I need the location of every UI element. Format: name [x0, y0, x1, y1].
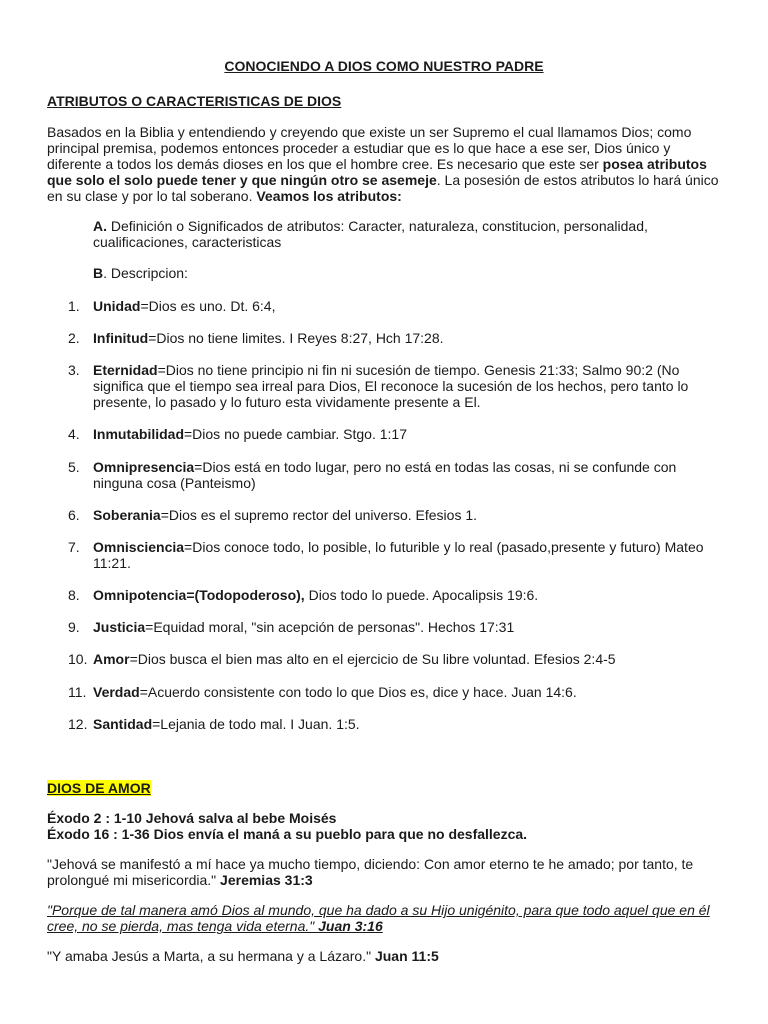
attribute-term: Infinitud	[93, 330, 149, 346]
subsection-a-text: Definición o Significados de atributos: Caracter, naturaleza, constitucion, personalidad, cualificaciones, caracteristicas	[93, 218, 648, 250]
attribute-item	[93, 459, 723, 491]
attribute-term: Justicia	[93, 619, 146, 635]
subsection-b-label: B	[93, 265, 104, 281]
attribute-number: 12.	[68, 716, 88, 732]
attribute-description: =Dios no tiene principio ni fin ni sucesión de tiempo. Genesis 21:33; Salmo 90:2 (No significa que el tiempo sea irreal para Dios, El reconoce la sucesión de los hechos, pero tanto lo presente, lo pasado y lo futuro esta vividamente presente a El.	[93, 362, 689, 410]
attribute-description: =Dios busca el bien mas alto en el ejercicio de Su libre voluntad. Efesios 2:4-5	[129, 651, 616, 667]
attribute-term: Omnipresencia	[93, 459, 195, 475]
attribute-description: =Equidad moral, "sin acepción de personas". Hechos 17:31	[145, 619, 515, 635]
attribute-number: 4.	[68, 426, 80, 442]
attribute-description: =Lejania de todo mal. I Juan. 1:5.	[152, 716, 360, 732]
quote-3-ref: Juan 11:5	[374, 948, 439, 964]
attribute-term: Amor	[93, 651, 130, 667]
attribute-term: Santidad	[93, 716, 153, 732]
section-heading-atributos: ATRIBUTOS O CARACTERISTICAS DE DIOS	[47, 93, 342, 109]
attribute-number: 3.	[68, 362, 80, 378]
attribute-item	[93, 330, 723, 346]
quote-juan-11-5	[47, 948, 727, 964]
attribute-item	[93, 587, 723, 603]
subsection-b-text: . Descripcion:	[103, 265, 188, 281]
quote-2-ref: Juan 3:16	[318, 918, 383, 934]
attribute-description: =Dios no tiene limites. I Reyes 8:27, Hch 17:28.	[148, 330, 444, 346]
attribute-item	[93, 684, 723, 700]
attribute-number: 1.	[68, 298, 80, 314]
attribute-item	[93, 651, 723, 667]
quote-1-text: "Jehová se manifestó a mí hace ya mucho tiempo, diciendo: Con amor eterno te he amado; por tanto, te prolongué mi misericordia."	[47, 856, 694, 888]
intro-bold-2: Veamos los atributos:	[256, 188, 402, 204]
document-title: CONOCIENDO A DIOS COMO NUESTRO PADRE	[224, 58, 544, 74]
attribute-term: Omnipotencia=(Todopoderoso),	[93, 587, 305, 603]
attribute-description: =Dios es el supremo rector del universo. Efesios 1.	[160, 507, 478, 523]
quote-3-text: "Y amaba Jesús a Marta, a su hermana y a Lázaro."	[47, 948, 375, 964]
exodo-2-text: Éxodo 16 : 1-36 Dios envía el maná a su pueblo para que no desfallezca.	[47, 826, 528, 842]
attribute-item	[93, 539, 723, 571]
subsection-b	[93, 265, 723, 281]
attribute-description: Dios todo lo puede. Apocalipsis 19:6.	[304, 587, 539, 603]
attribute-item	[93, 507, 723, 523]
attribute-number: 11.	[68, 684, 87, 700]
quote-jeremias	[47, 856, 727, 888]
attribute-number: 6.	[68, 507, 80, 523]
attribute-term: Unidad	[93, 298, 141, 314]
subsection-a	[93, 218, 723, 250]
dios-de-amor-heading: DIOS DE AMOR	[47, 780, 151, 796]
attribute-description: =Dios es uno. Dt. 6:4,	[140, 298, 276, 314]
intro-bold-1: posea atributos que solo el solo puede tener y que ningún otro se asemeje	[47, 156, 707, 188]
subsection-a-label: A.	[93, 218, 107, 234]
attribute-description: =Acuerdo consistente con todo lo que Dios es, dice y hace. Juan 14:6.	[139, 684, 577, 700]
attribute-item	[93, 362, 723, 410]
attribute-item	[93, 298, 723, 314]
attribute-item	[93, 426, 723, 442]
quote-1-ref: Jeremias 31:3	[220, 872, 313, 888]
attribute-number: 10.	[68, 651, 88, 667]
attribute-number: 5.	[68, 459, 80, 475]
attribute-term: Omnisciencia	[93, 539, 185, 555]
exodo-reference-2	[47, 826, 727, 842]
quote-juan-3-16	[47, 902, 727, 934]
attribute-item	[93, 716, 723, 732]
exodo-reference-1	[47, 810, 727, 826]
attribute-description: =Dios conoce todo, lo posible, lo futurible y lo real (pasado,presente y futuro) Mateo 11:21.	[93, 539, 704, 571]
section-heading-dios-de-amor	[47, 780, 727, 796]
attribute-term: Inmutabilidad	[93, 426, 184, 442]
quote-2-text: "Porque de tal manera amó Dios al mundo, que ha dado a su Hijo unigénito, para que todo aquel que en él cree, no se pierda, mas tenga vida eterna."	[47, 902, 710, 934]
intro-paragraph	[47, 124, 727, 204]
attribute-number: 9.	[68, 619, 80, 635]
attribute-number: 7.	[68, 539, 80, 555]
exodo-1-text: Éxodo 2 : 1-10 Jehová salva al bebe Moisés	[47, 810, 337, 826]
attribute-description: =Dios está en todo lugar, pero no está en todas las cosas, ni se confunde con ninguna cosa (Panteismo)	[93, 459, 677, 491]
intro-text-2: . La posesión de estos atributos lo hará único en su clase y por lo tal soberano.	[47, 172, 719, 204]
attribute-term: Eternidad	[93, 362, 158, 378]
attribute-description: =Dios no puede cambiar. Stgo. 1:17	[184, 426, 407, 442]
intro-text-1: Basados en la Biblia y entendiendo y creyendo que existe un ser Supremo el cual llamamos Dios; como principal premisa, podemos entonces proceder a estudiar que es lo que hace a ese ser, Dios único y diferente a todos los demás dioses en los que el hombre cree. Es necesario que este ser	[47, 124, 692, 172]
attribute-term: Verdad	[93, 684, 140, 700]
attribute-term: Soberania	[93, 507, 161, 523]
attribute-number: 8.	[68, 587, 80, 603]
attribute-item	[93, 619, 723, 635]
attribute-number: 2.	[68, 330, 80, 346]
